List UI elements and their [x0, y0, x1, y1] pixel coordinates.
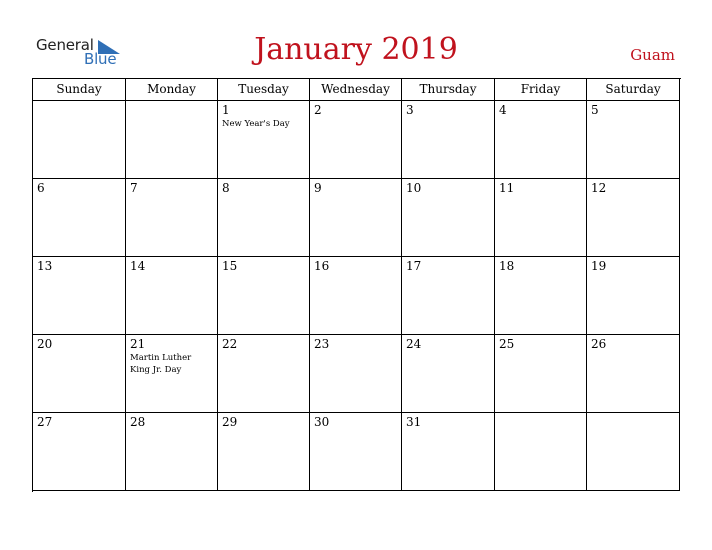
day-number: 9	[314, 181, 322, 195]
logo-text-general: General	[36, 36, 94, 54]
day-number: 29	[222, 415, 238, 429]
day-cell	[218, 413, 310, 491]
day-cell	[495, 179, 587, 257]
day-cell	[402, 413, 495, 491]
day-cell	[402, 179, 495, 257]
day-number: 28	[130, 415, 146, 429]
day-number: 14	[130, 259, 146, 273]
day-cell	[310, 179, 402, 257]
day-cell	[218, 179, 310, 257]
day-cell	[495, 101, 587, 179]
day-number: 7	[130, 181, 138, 195]
day-number: 24	[406, 337, 422, 351]
day-number: 5	[591, 103, 599, 117]
weekday-header: Thursday	[402, 79, 495, 101]
day-number: 26	[591, 337, 607, 351]
holiday-label: Martin Luther King Jr. Day	[130, 353, 192, 375]
day-number: 31	[406, 415, 422, 429]
day-number: 11	[499, 181, 515, 195]
weekday-header: Monday	[126, 79, 218, 101]
day-cell	[218, 101, 310, 179]
day-number: 15	[222, 259, 238, 273]
logo-text-blue: Blue	[84, 50, 117, 68]
day-cell	[310, 101, 402, 179]
day-cell	[126, 413, 218, 491]
day-number: 10	[406, 181, 422, 195]
day-cell	[310, 257, 402, 335]
weekday-header: Friday	[495, 79, 587, 101]
weekday-header: Saturday	[587, 79, 680, 101]
day-number: 25	[499, 337, 515, 351]
day-number: 30	[314, 415, 330, 429]
calendar-grid	[32, 78, 681, 492]
day-number: 17	[406, 259, 422, 273]
day-number: 1	[222, 103, 230, 117]
day-cell	[218, 257, 310, 335]
day-number: 20	[37, 337, 53, 351]
day-cell	[495, 257, 587, 335]
day-number: 13	[37, 259, 53, 273]
day-number: 8	[222, 181, 230, 195]
day-cell	[310, 413, 402, 491]
day-number: 21	[130, 337, 146, 351]
day-cell	[218, 335, 310, 413]
day-number: 6	[37, 181, 45, 195]
day-cell	[495, 413, 587, 491]
day-cell	[587, 257, 680, 335]
weekday-header: Sunday	[33, 79, 126, 101]
holiday-label: New Year's Day	[222, 119, 290, 129]
day-cell	[587, 335, 680, 413]
day-cell	[310, 335, 402, 413]
day-cell	[33, 179, 126, 257]
day-cell	[126, 101, 218, 179]
day-cell	[126, 335, 218, 413]
day-cell	[587, 179, 680, 257]
weekday-header: Tuesday	[218, 79, 310, 101]
day-cell	[402, 257, 495, 335]
day-cell	[495, 335, 587, 413]
day-number: 19	[591, 259, 607, 273]
day-number: 3	[406, 103, 414, 117]
day-number: 16	[314, 259, 330, 273]
day-number: 4	[499, 103, 507, 117]
day-cell	[587, 413, 680, 491]
day-number: 27	[37, 415, 53, 429]
calendar-title: January 2019	[254, 32, 458, 67]
day-cell	[402, 101, 495, 179]
day-cell	[587, 101, 680, 179]
day-cell	[33, 101, 126, 179]
day-number: 18	[499, 259, 515, 273]
day-number: 2	[314, 103, 322, 117]
day-cell	[126, 257, 218, 335]
day-cell	[126, 179, 218, 257]
region-label: Guam	[630, 46, 675, 64]
day-cell	[402, 335, 495, 413]
day-number: 22	[222, 337, 238, 351]
day-cell	[33, 335, 126, 413]
day-number: 23	[314, 337, 330, 351]
day-cell	[33, 413, 126, 491]
day-number: 12	[591, 181, 607, 195]
day-cell	[33, 257, 126, 335]
weekday-header: Wednesday	[310, 79, 402, 101]
